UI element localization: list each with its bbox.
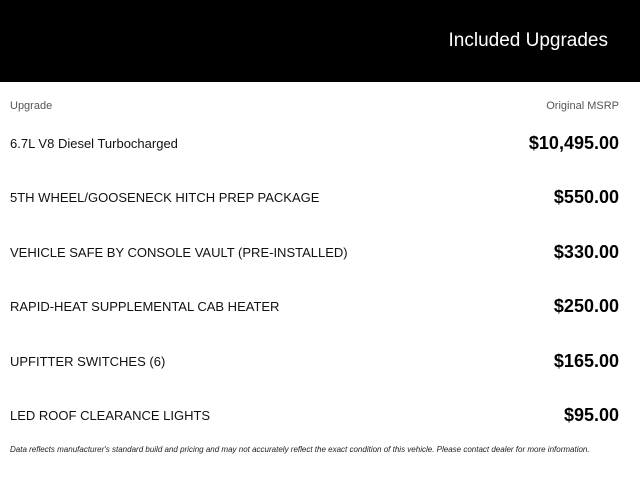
disclaimer-text: Data reflects manufacturer's standard build and pricing and may not accurately reflect the exact condition of this vehicle. Please contact dealer for more information. — [10, 445, 590, 454]
upgrade-list — [0, 115, 640, 441]
upgrade-name: UPFITTER SWITCHES (6) — [10, 353, 166, 369]
upgrade-name: 6.7L V8 Diesel Turbocharged — [10, 136, 178, 151]
upgrade-price: $330.00 — [553, 241, 619, 262]
header-banner — [0, 0, 640, 82]
upgrade-price: $10,495.00 — [528, 133, 619, 153]
upgrade-row — [0, 115, 640, 169]
upgrade-row — [0, 224, 640, 278]
upgrade-name: LED ROOF CLEARANCE LIGHTS — [10, 407, 211, 423]
upgrade-row — [0, 278, 640, 332]
upgrade-price: $550.00 — [553, 187, 619, 208]
upgrade-name: 5TH WHEEL/GOOSENECK HITCH PREP PACKAGE — [10, 190, 320, 206]
upgrade-name: VEHICLE SAFE BY CONSOLE VAULT (PRE-INSTALLED) — [10, 244, 348, 260]
upgrade-name: RAPID-HEAT SUPPLEMENTAL CAB HEATER — [10, 299, 280, 315]
msrp-column-header: Original MSRP — [546, 100, 619, 112]
upgrade-column-header: Upgrade — [10, 100, 53, 112]
upgrade-row — [0, 169, 640, 223]
upgrade-price: $165.00 — [553, 350, 619, 371]
upgrade-price: $250.00 — [553, 296, 619, 317]
upgrade-row — [0, 333, 640, 387]
upgrade-price: $95.00 — [563, 404, 619, 425]
page-title: Included Upgrades — [448, 30, 608, 51]
upgrade-row — [0, 387, 640, 441]
